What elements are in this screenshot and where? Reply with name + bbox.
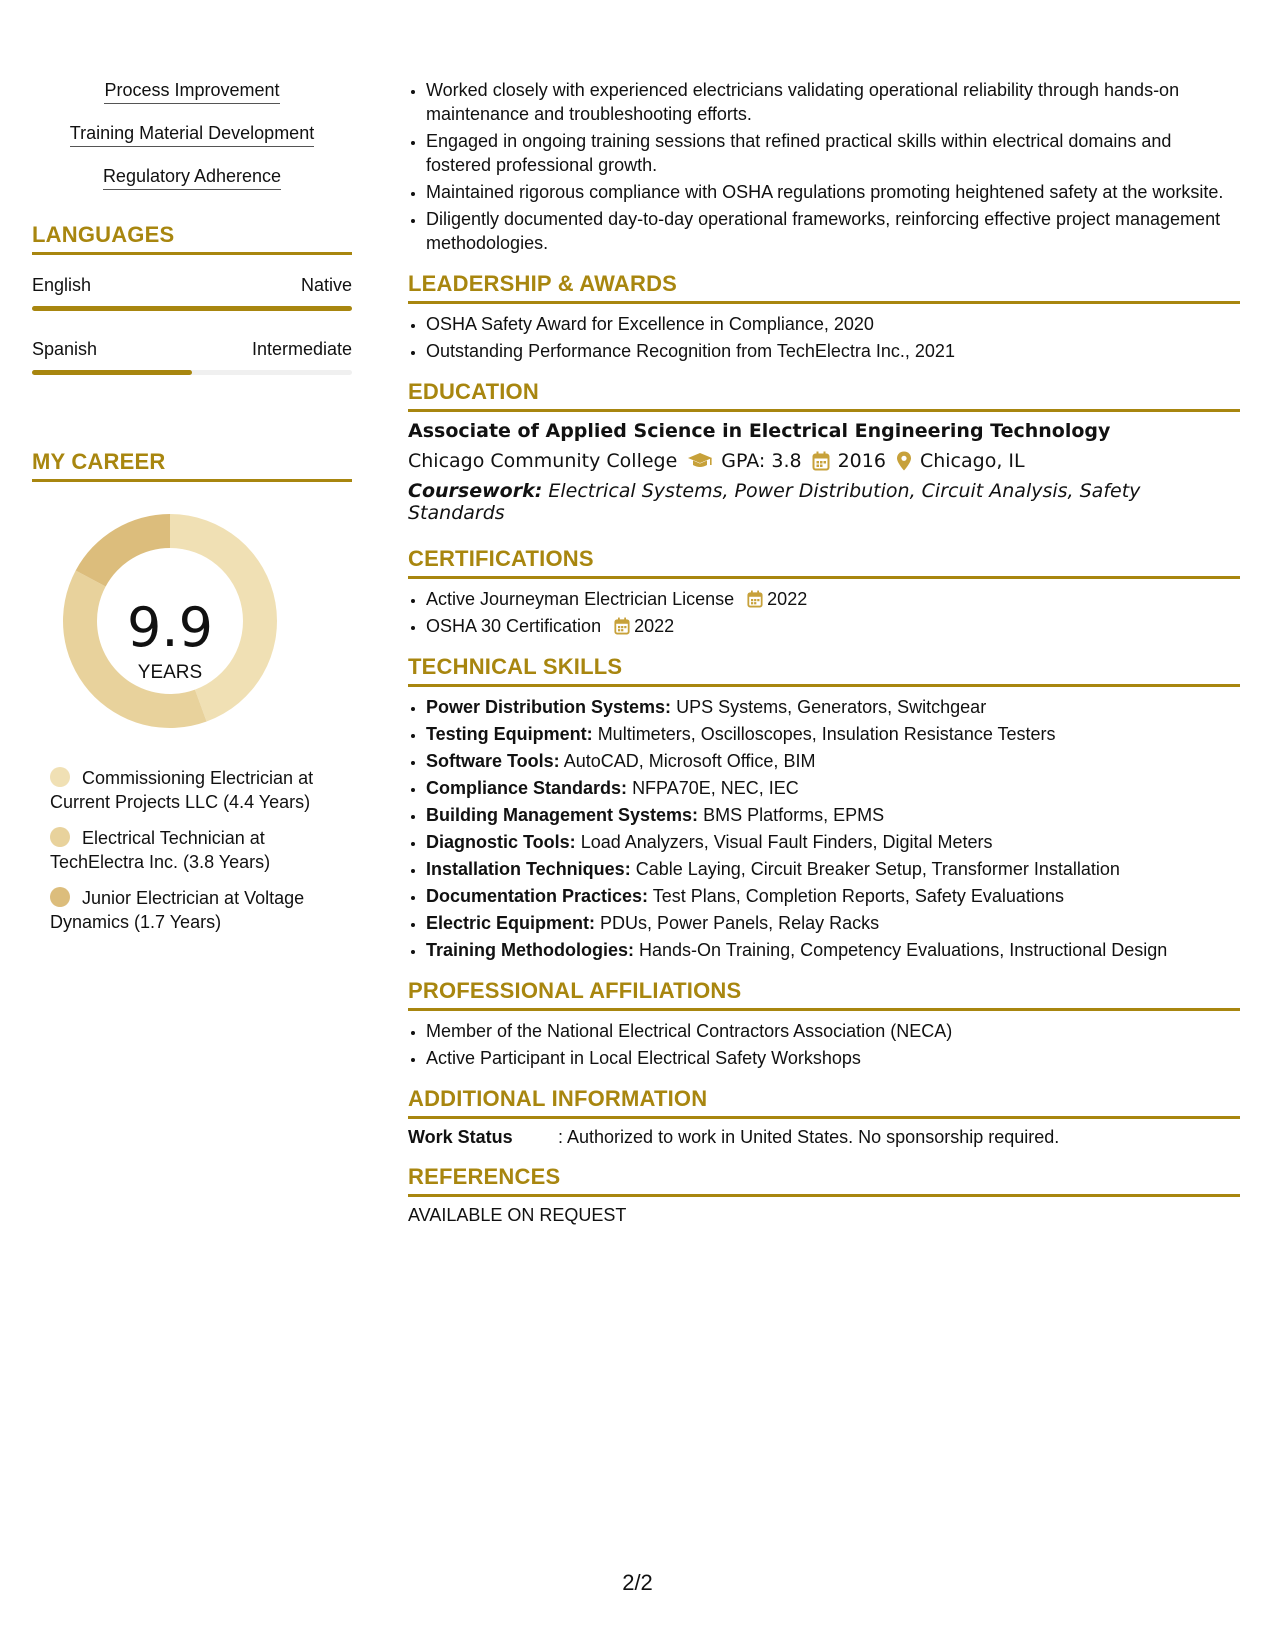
school-location: Chicago, IL [919, 450, 1025, 472]
affiliations-section [408, 978, 1240, 1070]
references-text: AVAILABLE ON REQUEST [408, 1205, 627, 1225]
degree-title: Associate of Applied Science in Electrical Engineering Technology [408, 420, 1111, 442]
language-name: Spanish [32, 339, 98, 359]
calendar-icon [812, 451, 830, 471]
work-status-row [408, 1127, 1240, 1148]
list-item: • Maintained rigorous compliance with OSHA regulations promoting heightened safety at the worksite. [426, 180, 1240, 204]
list-item: • Training Methodologies: Hands-On Training, Competency Evaluations, Instructional Design [426, 938, 1240, 962]
location-pin-icon [896, 451, 912, 471]
work-status-label: Work Status [408, 1127, 513, 1147]
list-item: • Power Distribution Systems: UPS Systems, Generators, Switchgear [426, 695, 1240, 719]
list-item: • Building Management Systems: BMS Platforms, EPMS [426, 803, 1240, 827]
list-item: • Testing Equipment: Multimeters, Oscilloscopes, Insulation Resistance Testers [426, 722, 1240, 746]
career-legend-item: Electrical Technician at TechElectra Inc. (3.8 Years) [50, 828, 271, 872]
education-heading: EDUCATION [408, 379, 1240, 412]
experience-bullets [408, 78, 1240, 255]
languages-heading: LANGUAGES [32, 222, 352, 255]
language-bar [32, 306, 352, 311]
education-meta [408, 450, 1240, 472]
language-level: Intermediate [251, 339, 352, 359]
references-heading: REFERENCES [408, 1164, 1240, 1197]
list-item: • Member of the National Electrical Contractors Association (NECA) [426, 1019, 1240, 1043]
list-item: • Engaged in ongoing training sessions that refined practical skills within electrical domains and fostered professional growth. [426, 129, 1240, 177]
affiliations-heading: PROFESSIONAL AFFILIATIONS [408, 978, 1240, 1011]
work-status-value: : Authorized to work in United States. No sponsorship required. [558, 1127, 1060, 1147]
references-section [408, 1164, 1240, 1226]
language-bar [32, 370, 352, 375]
technical-skills-list [408, 695, 1240, 962]
career-unit: YEARS [137, 662, 203, 683]
list-item: • OSHA 30 Certification 2022 [426, 614, 1240, 638]
soft-skills-list [32, 80, 352, 190]
left-column [32, 80, 352, 946]
list-item: • Active Journeyman Electrician License 2022 [426, 587, 1240, 611]
additional-info-heading: ADDITIONAL INFORMATION [408, 1086, 1240, 1119]
career-legend-item: Commissioning Electrician at Current Projects LLC (4.4 Years) [50, 768, 314, 812]
career-heading: MY CAREER [32, 449, 352, 482]
list-item: • Diligently documented day-to-day operational frameworks, reinforcing effective project management methodologies. [426, 207, 1240, 255]
list-item: • Active Participant in Local Electrical Safety Workshops [426, 1046, 1240, 1070]
calendar-icon [747, 590, 763, 608]
career-donut-chart [32, 496, 352, 756]
graduation-cap-icon [687, 451, 713, 471]
legend-dot [50, 827, 70, 847]
skill-item: Process Improvement [32, 80, 352, 104]
list-item: • Compliance Standards: NFPA70E, NEC, IEC [426, 776, 1240, 800]
legend-dot [50, 887, 70, 907]
technical-skills-heading: TECHNICAL SKILLS [408, 654, 1240, 687]
page-number: 2/2 [622, 1570, 653, 1595]
skill-item: Training Material Development [32, 123, 352, 147]
list-item: • Outstanding Performance Recognition from TechElectra Inc., 2021 [426, 339, 1240, 363]
certifications-section [408, 546, 1240, 638]
awards-heading: LEADERSHIP & AWARDS [408, 271, 1240, 304]
language-english [32, 275, 352, 311]
list-item: • Installation Techniques: Cable Laying, Circuit Breaker Setup, Transformer Installation [426, 857, 1240, 881]
list-item: • Software Tools: AutoCAD, Microsoft Office, BIM [426, 749, 1240, 773]
list-item: • Documentation Practices: Test Plans, Completion Reports, Safety Evaluations [426, 884, 1240, 908]
gpa: GPA: 3.8 [721, 450, 802, 472]
additional-info-section [408, 1086, 1240, 1148]
coursework-value: Electrical Systems, Power Distribution, Circuit Analysis, Safety Standards [408, 480, 1141, 524]
career-total: 9.9 [127, 596, 213, 659]
coursework-label: Coursework: [408, 480, 543, 502]
technical-skills-section [408, 654, 1240, 962]
school-name: Chicago Community College [408, 450, 678, 472]
list-item: • OSHA Safety Award for Excellence in Compliance, 2020 [426, 312, 1240, 336]
coursework [408, 480, 1240, 524]
list-item: • Electric Equipment: PDUs, Power Panels, Relay Racks [426, 911, 1240, 935]
skill-item: Regulatory Adherence [32, 166, 352, 190]
donut-segment-3 [76, 514, 170, 587]
education-section [408, 379, 1240, 524]
right-column [408, 78, 1240, 1226]
language-level: Native [300, 275, 352, 295]
legend-dot [50, 767, 70, 787]
graduation-year: 2016 [837, 450, 886, 472]
career-legend [32, 766, 352, 934]
language-spanish [32, 339, 352, 375]
certifications-heading: CERTIFICATIONS [408, 546, 1240, 579]
career-legend-item: Junior Electrician at Voltage Dynamics (1.7 Years) [50, 888, 305, 932]
list-item: • Worked closely with experienced electricians validating operational reliability through hands-on maintenance and troubleshooting efforts. [426, 78, 1240, 126]
language-name: English [32, 275, 92, 295]
list-item: • Diagnostic Tools: Load Analyzers, Visual Fault Finders, Digital Meters [426, 830, 1240, 854]
calendar-icon [614, 617, 630, 635]
awards-section [408, 271, 1240, 363]
